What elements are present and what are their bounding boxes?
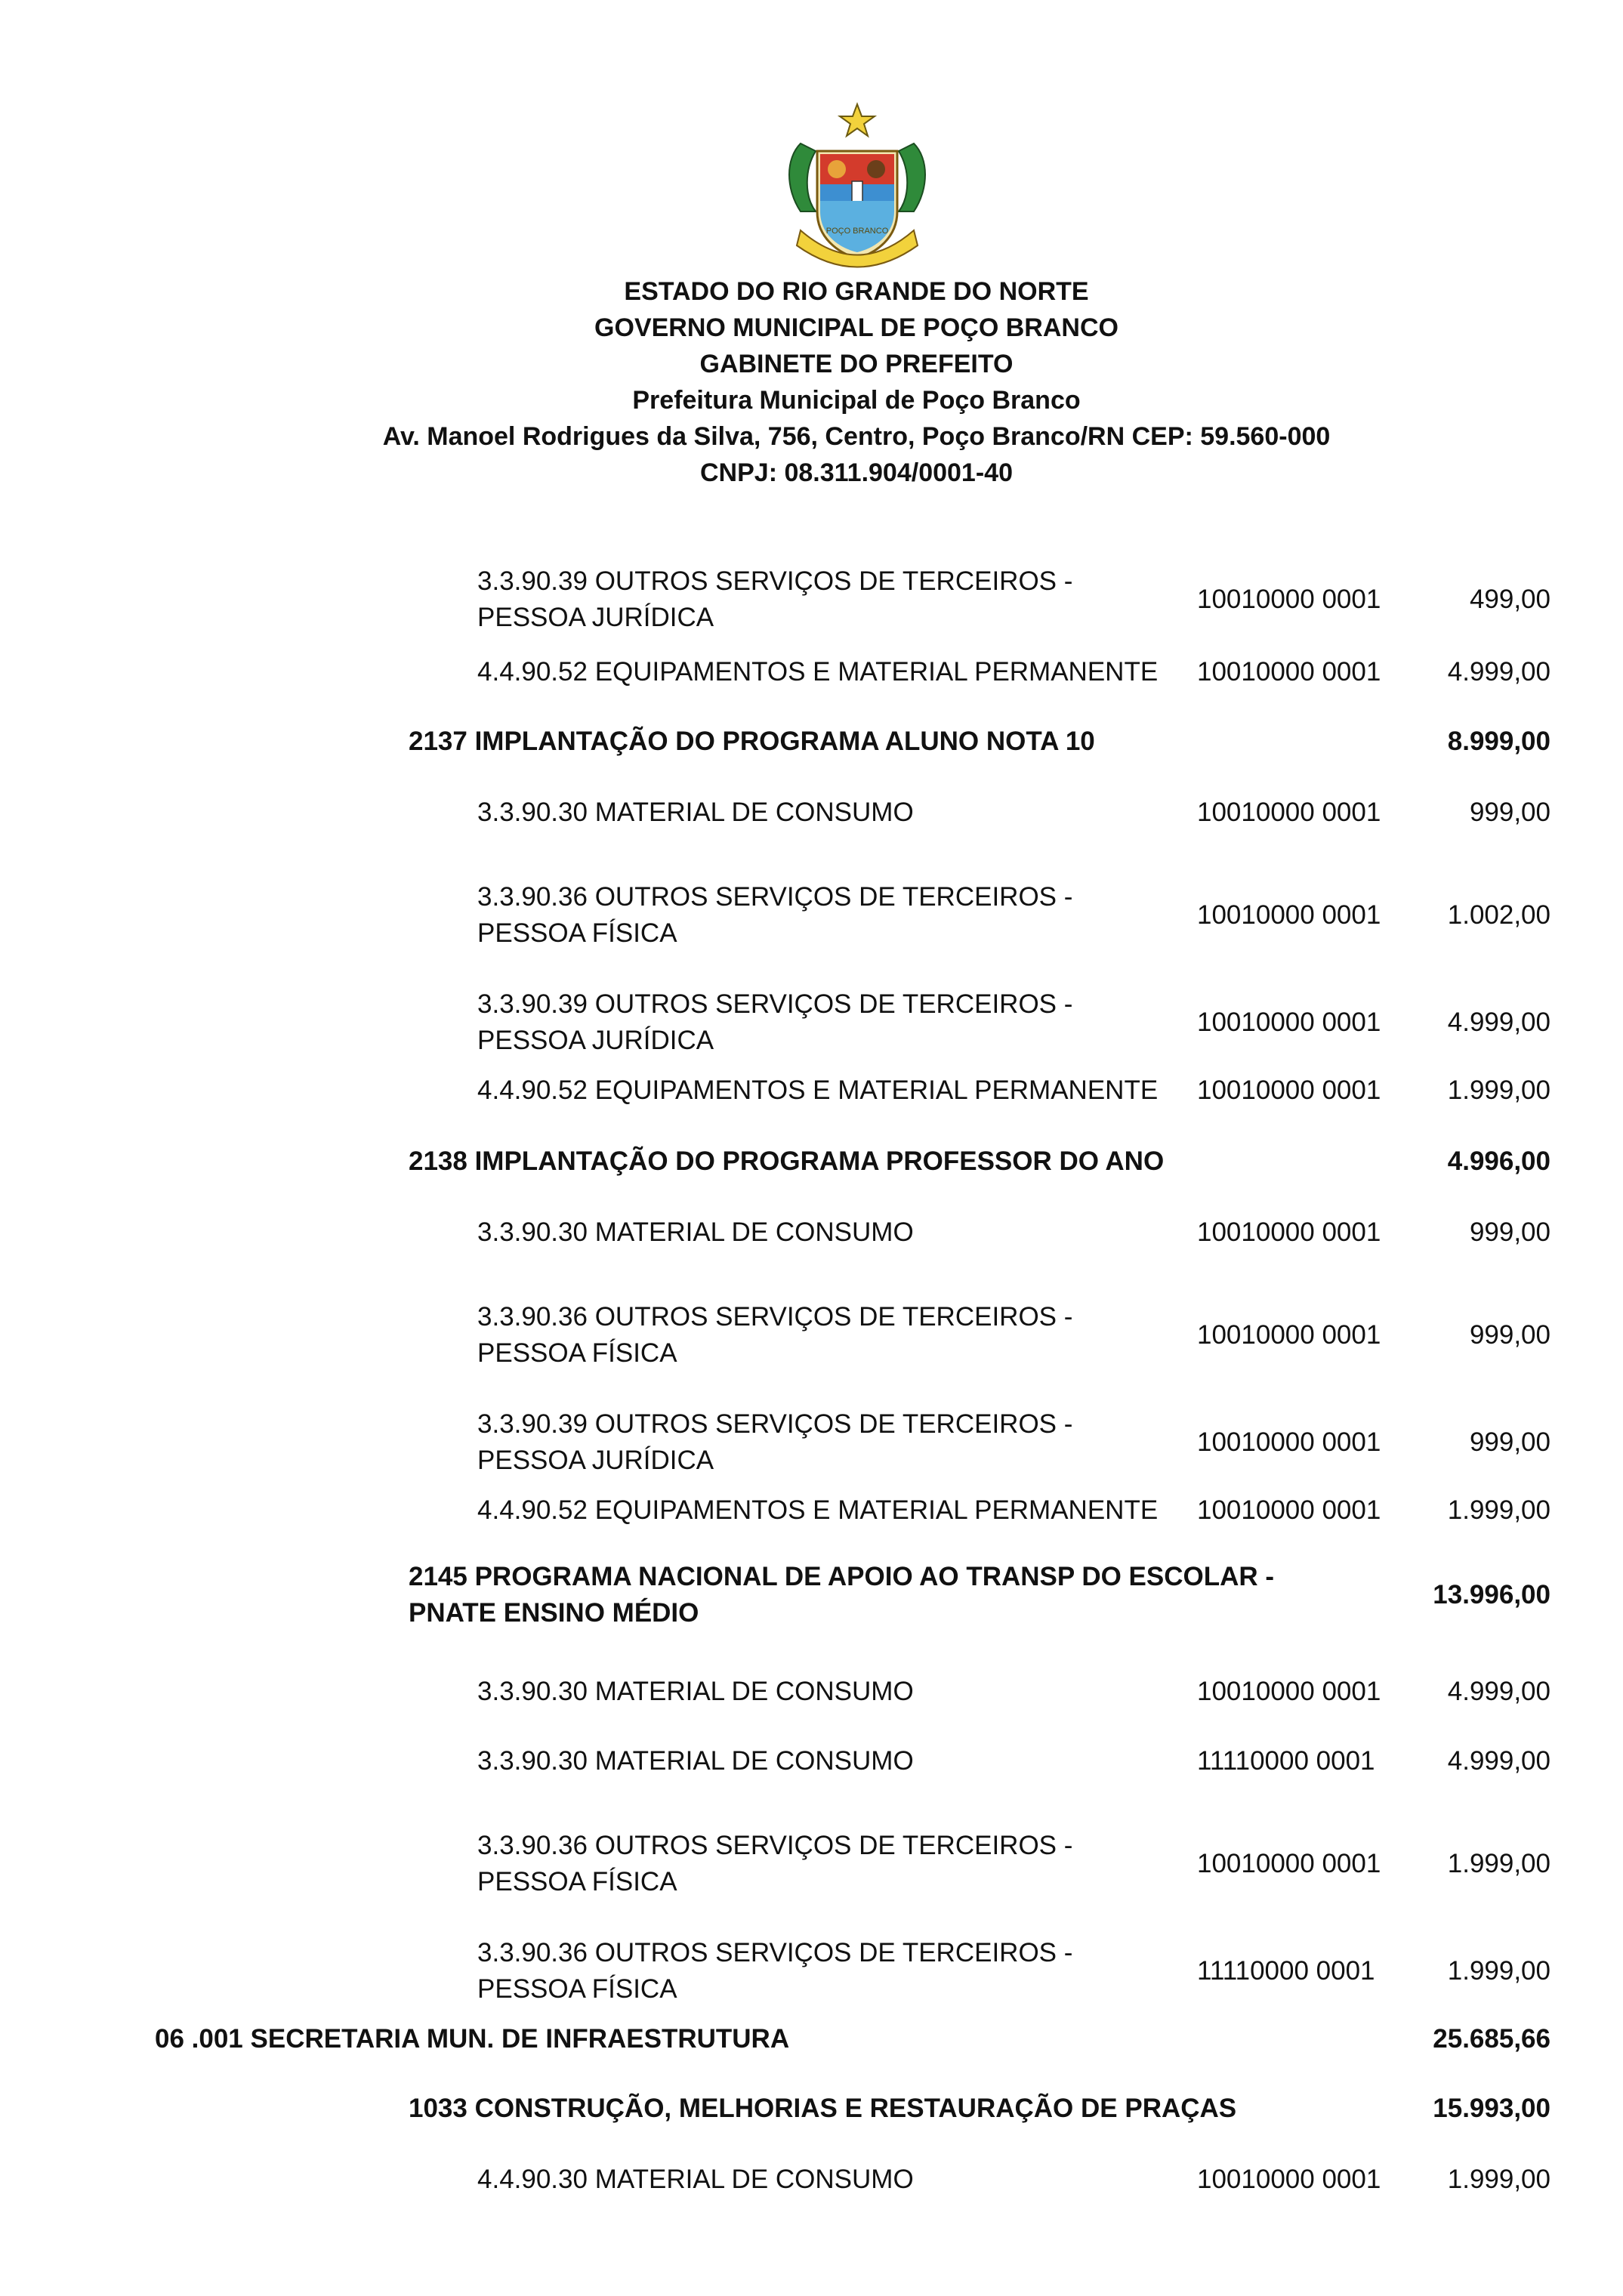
expense-row (0, 986, 1623, 1059)
header-address: Av. Manoel Rodrigues da Silva, 756, Centro, Poço Branco/RN CEP: 59.560-000 (382, 422, 1331, 451)
expense-row (0, 1743, 1623, 1779)
row-amount: 999,00 (1469, 1217, 1550, 1247)
row-description: 3.3.90.36 OUTROS SERVIÇOS DE TERCEIROS - PESSOA FÍSICA (477, 882, 1073, 948)
row-description: 1033 CONSTRUÇÃO, MELHORIAS E RESTAURAÇÃO DE PRAÇAS (409, 2094, 1237, 2123)
row-description: 2138 IMPLANTAÇÃO DO PROGRAMA PROFESSOR DO ANO (409, 1146, 1165, 1176)
row-amount: 4.999,00 (1447, 657, 1550, 687)
row-description: 3.3.90.36 OUTROS SERVIÇOS DE TERCEIROS - PESSOA FÍSICA (477, 1831, 1073, 1896)
row-description: 4.4.90.52 EQUIPAMENTOS E MATERIAL PERMANENTE (477, 657, 1159, 687)
row-source-code: 10010000 0001 (1197, 585, 1381, 614)
row-source-code: 10010000 0001 (1197, 1677, 1381, 1706)
row-description: 4.4.90.52 EQUIPAMENTOS E MATERIAL PERMANENTE (477, 1495, 1159, 1525)
expense-row (0, 1492, 1623, 1529)
row-amount: 4.996,00 (1447, 1146, 1550, 1176)
letterhead (0, 273, 1623, 491)
row-description: 3.3.90.30 MATERIAL DE CONSUMO (477, 1746, 914, 1776)
row-amount: 999,00 (1469, 798, 1550, 827)
row-amount: 999,00 (1469, 1427, 1550, 1457)
action-row (0, 1559, 1623, 1631)
row-description: 4.4.90.30 MATERIAL DE CONSUMO (477, 2165, 914, 2194)
row-amount: 1.999,00 (1447, 1849, 1550, 1878)
row-source-code: 10010000 0001 (1197, 1849, 1381, 1878)
expense-row (0, 1214, 1623, 1251)
row-source-code: 10010000 0001 (1197, 1217, 1381, 1247)
expense-row (0, 795, 1623, 831)
row-amount: 999,00 (1469, 1320, 1550, 1350)
row-amount: 1.999,00 (1447, 1075, 1550, 1105)
expense-row (0, 1674, 1623, 1710)
row-amount: 1.999,00 (1447, 2165, 1550, 2194)
action-row (0, 724, 1623, 760)
organ-row (0, 2021, 1623, 2057)
header-office: GABINETE DO PREFEITO (699, 350, 1014, 378)
header-prefecture: Prefeitura Municipal de Poço Branco (632, 386, 1081, 415)
expense-row (0, 1072, 1623, 1109)
row-description: 2137 IMPLANTAÇÃO DO PROGRAMA ALUNO NOTA 10 (409, 727, 1095, 756)
row-description: 4.4.90.52 EQUIPAMENTOS E MATERIAL PERMANENTE (477, 1075, 1159, 1105)
row-description: 3.3.90.30 MATERIAL DE CONSUMO (477, 798, 914, 827)
row-source-code: 10010000 0001 (1197, 1427, 1381, 1457)
row-amount: 4.999,00 (1447, 1677, 1550, 1706)
expense-row (0, 879, 1623, 952)
row-source-code: 10010000 0001 (1197, 798, 1381, 827)
expense-row (0, 654, 1623, 690)
row-amount: 1.999,00 (1447, 1495, 1550, 1525)
row-amount: 25.685,66 (1433, 2024, 1550, 2054)
row-amount: 8.999,00 (1447, 727, 1550, 756)
row-source-code: 10010000 0001 (1197, 2165, 1381, 2194)
header-state: ESTADO DO RIO GRANDE DO NORTE (624, 277, 1089, 306)
row-amount: 1.999,00 (1447, 1956, 1550, 1986)
row-source-code: 10010000 0001 (1197, 1075, 1381, 1105)
row-amount: 4.999,00 (1447, 1008, 1550, 1037)
expense-row (0, 1299, 1623, 1372)
row-source-code: 10010000 0001 (1197, 900, 1381, 930)
row-source-code: 10010000 0001 (1197, 1320, 1381, 1350)
row-source-code: 10010000 0001 (1197, 1495, 1381, 1525)
expense-row (0, 1935, 1623, 2007)
row-description: 3.3.90.36 OUTROS SERVIÇOS DE TERCEIROS - PESSOA FÍSICA (477, 1938, 1073, 2004)
expense-row (0, 563, 1623, 636)
row-amount: 1.002,00 (1447, 900, 1550, 930)
row-description: 2145 PROGRAMA NACIONAL DE APOIO AO TRANSP DO ESCOLAR - PNATE ENSINO MÉDIO (409, 1562, 1275, 1628)
row-description: 3.3.90.39 OUTROS SERVIÇOS DE TERCEIROS - PESSOA JURÍDICA (477, 566, 1073, 632)
row-source-code: 11110000 0001 (1197, 1746, 1375, 1776)
row-source-code: 11110000 0001 (1197, 1956, 1375, 1986)
row-description: 3.3.90.30 MATERIAL DE CONSUMO (477, 1217, 914, 1247)
action-row (0, 2091, 1623, 2127)
row-description: 3.3.90.39 OUTROS SERVIÇOS DE TERCEIROS - PESSOA JURÍDICA (477, 1409, 1073, 1475)
row-description: 06 .001 SECRETARIA MUN. DE INFRAESTRUTURA (155, 2024, 790, 2054)
row-description: 3.3.90.39 OUTROS SERVIÇOS DE TERCEIROS - PESSOA JURÍDICA (477, 989, 1073, 1055)
row-amount: 13.996,00 (1433, 1580, 1550, 1609)
coat-of-arms-icon (770, 98, 944, 279)
expense-row (0, 2162, 1623, 2198)
expense-row (0, 1828, 1623, 1900)
expense-row (0, 1406, 1623, 1479)
row-source-code: 10010000 0001 (1197, 657, 1381, 687)
header-cnpj: CNPJ: 08.311.904/0001-40 (700, 458, 1013, 487)
header-government: GOVERNO MUNICIPAL DE POÇO BRANCO (594, 313, 1119, 342)
row-amount: 15.993,00 (1433, 2094, 1550, 2123)
row-description: 3.3.90.36 OUTROS SERVIÇOS DE TERCEIROS - PESSOA FÍSICA (477, 1302, 1073, 1368)
row-source-code: 10010000 0001 (1197, 1008, 1381, 1037)
row-amount: 4.999,00 (1447, 1746, 1550, 1776)
row-description: 3.3.90.30 MATERIAL DE CONSUMO (477, 1677, 914, 1706)
crest-motto: POÇO BRANCO (825, 227, 889, 236)
row-amount: 499,00 (1469, 585, 1550, 614)
action-row (0, 1143, 1623, 1180)
